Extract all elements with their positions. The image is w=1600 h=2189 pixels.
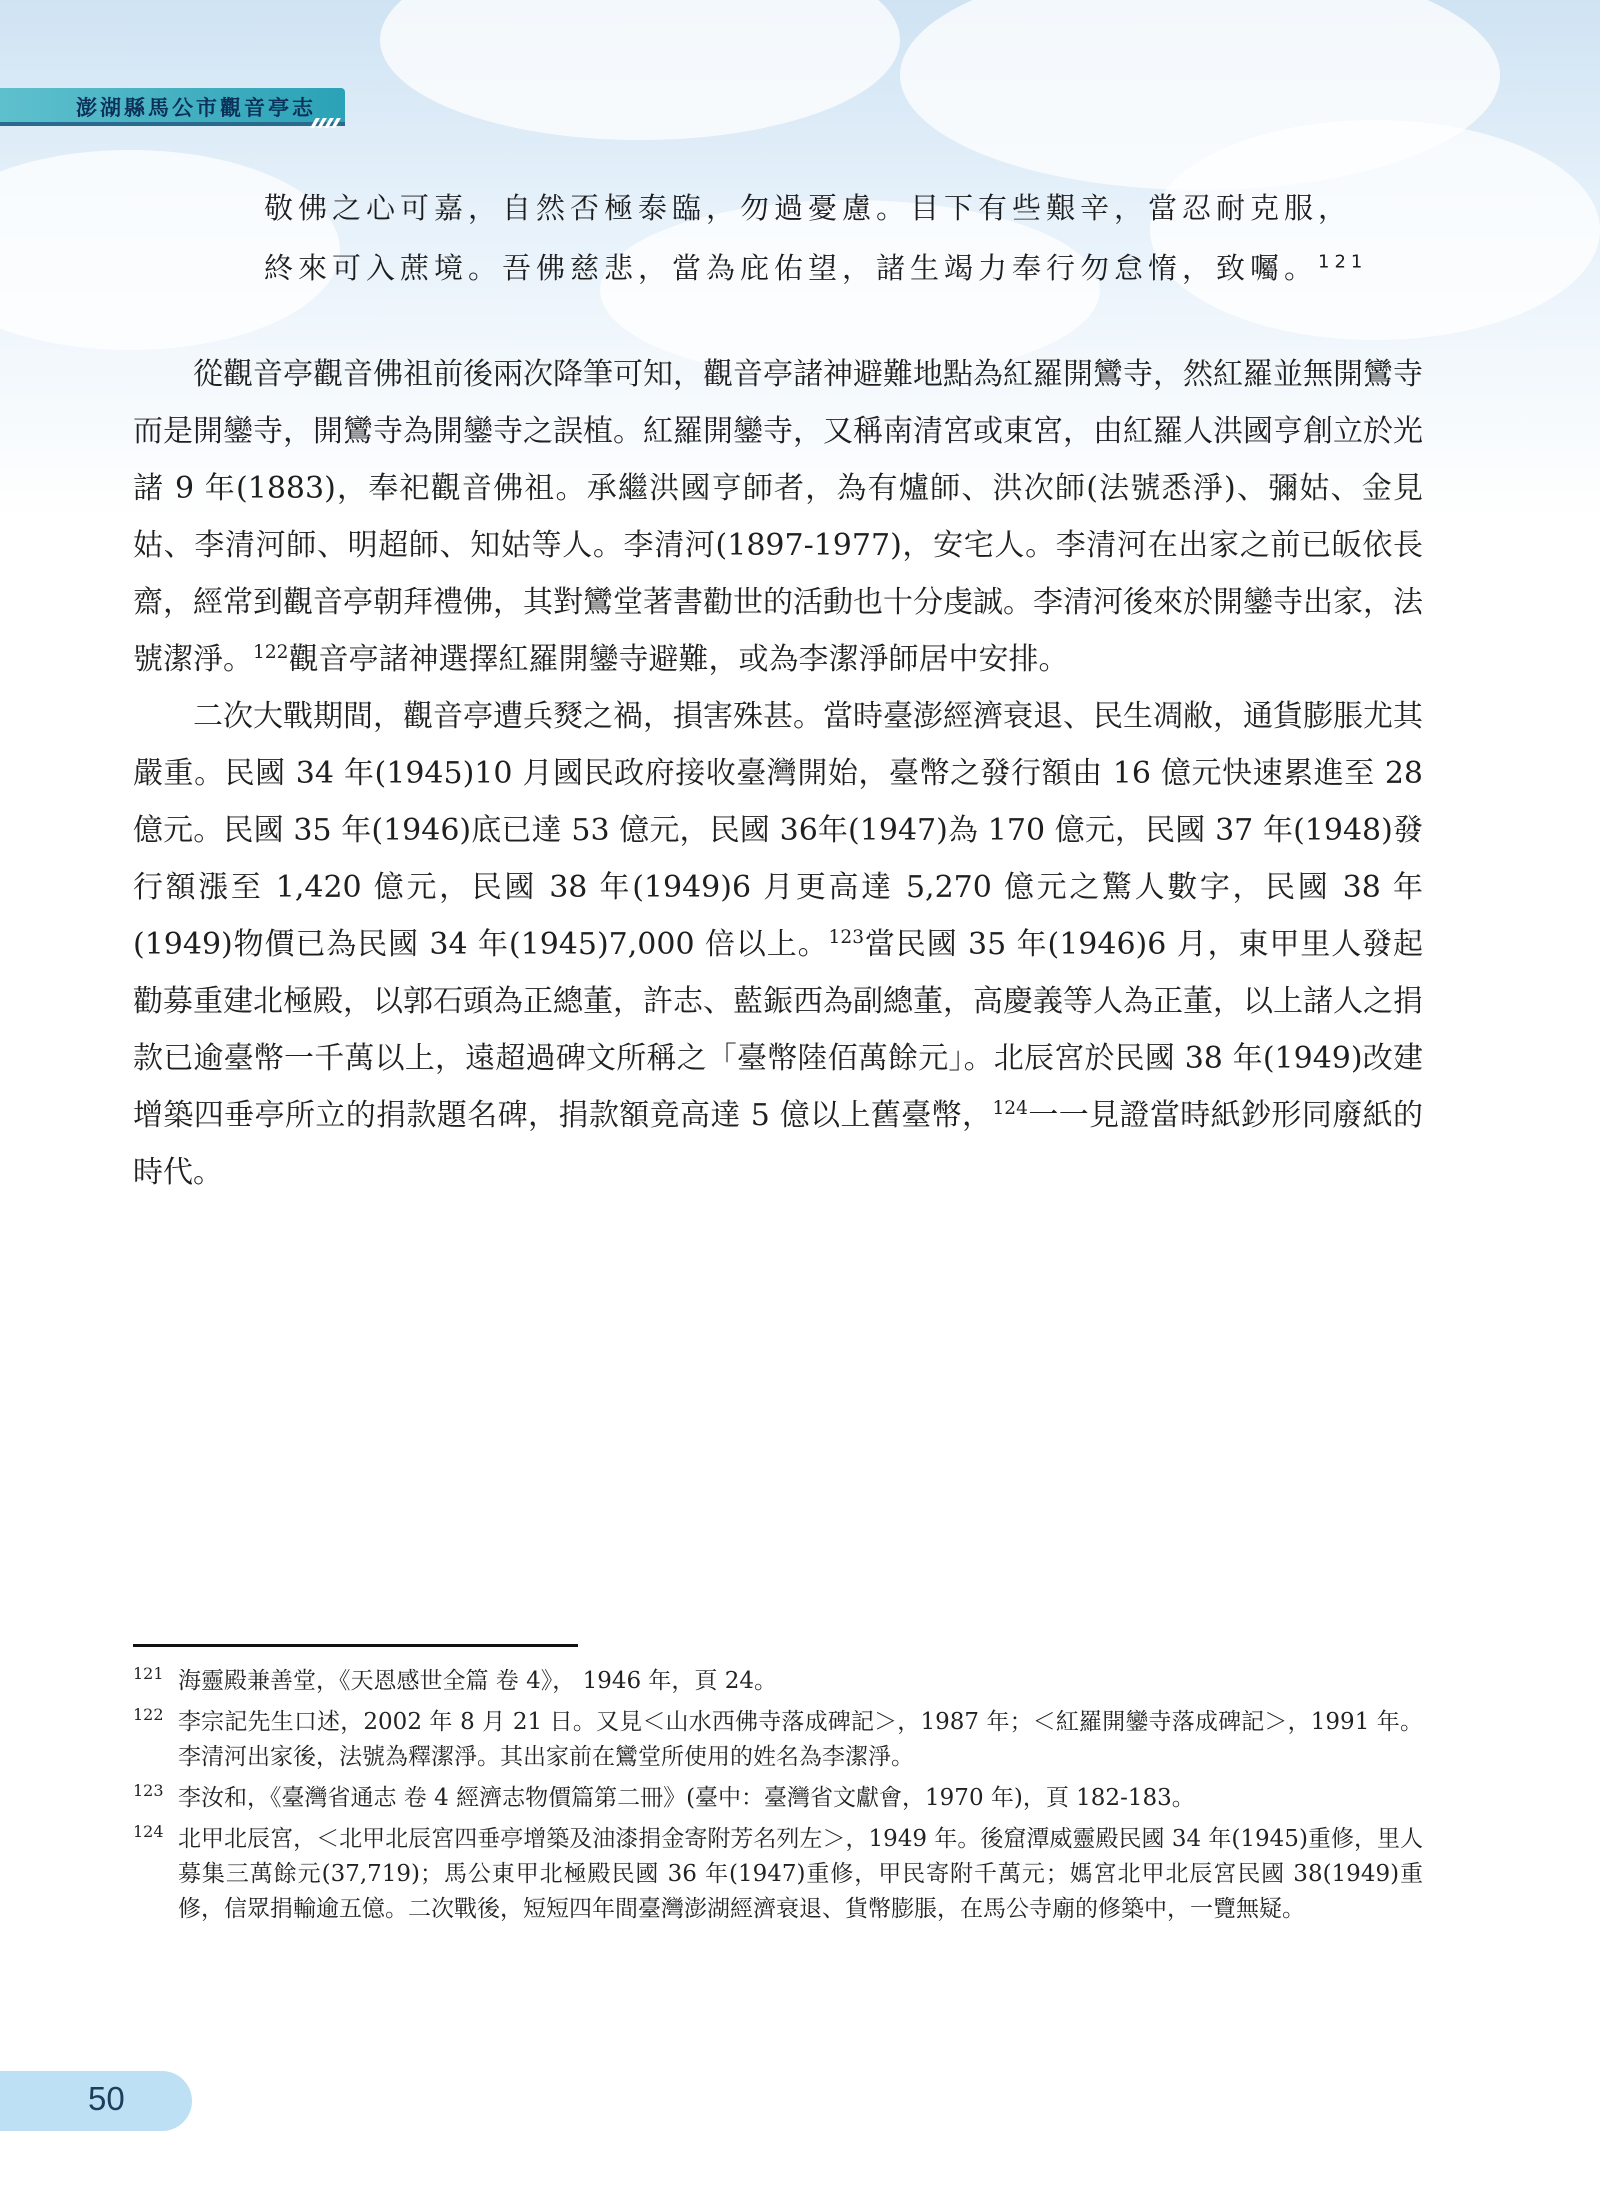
footnotes xyxy=(133,1664,1423,1933)
footnote-divider xyxy=(133,1644,578,1647)
footnote-text: 海靈殿兼善堂，《天恩感世全篇 卷 4》， 1946 年，頁 24。 xyxy=(178,1668,777,1694)
footnote-number: 122 xyxy=(133,1705,164,1724)
footnote xyxy=(133,1705,1423,1775)
footnote xyxy=(133,1664,1423,1699)
footnote-text: 李汝和，《臺灣省通志 卷 4 經濟志物價篇第二冊》(臺中：臺灣省文獻會，1970 年)，頁 182-183。 xyxy=(178,1785,1195,1811)
footnote-text: 北甲北辰宮，＜北甲北辰宮四垂亭增築及油漆捐金寄附芳名列左＞，1949 年。後窟潭威靈殿民國 34 年(1945)重修，里人募集三萬餘元(37,719)；馬公東甲北極殿民國 36 年(1947)重修，甲民寄附千萬元；媽宮北甲北辰宮民國 38(1949)重修，信眾捐輸逾五億。二次戰後，短短四年間臺灣澎湖經濟衰退、貨幣膨脹，在馬公寺廟的修築中，一覽無疑。 xyxy=(178,1826,1423,1922)
paragraph-text: 當民國 35 年(1946)6 月，東甲里人發起勸募重建北極殿，以郭石頭為正總董，許志、藍鋠西為副總董，高慶義等人為正董，以上諸人之捐款已逾臺幣一千萬以上，遠超過碑文所稱之「臺幣陸佰萬餘元」。北辰宮於民國 38 年(1949)改建增築四垂亭所立的捐款題名碑，捐款額竟高達 5 億以上舊臺幣， xyxy=(133,927,1423,1133)
footnote-number: 124 xyxy=(133,1822,164,1841)
footnote-number: 121 xyxy=(133,1664,164,1683)
quote-line: 敬佛之心可嘉，自然否極泰臨，勿過憂慮。目下有些艱辛，當忍耐克服， xyxy=(264,191,1353,225)
footnote-text: 李宗記先生口述，2002 年 8 月 21 日。又見＜山水西佛寺落成碑記＞，1987 年；＜紅羅開鑾寺落成碑記＞，1991 年。李清河出家後，法號為釋潔淨。其出家前在鸞堂所使用的姓名為李潔淨。 xyxy=(178,1709,1423,1770)
paragraph-text: 二次大戰期間，觀音亭遭兵燹之禍，損害殊甚。當時臺澎經濟衰退、民生凋敝，通貨膨脹尤其嚴重。民國 34 年(1945)10 月國民政府接收臺灣開始，臺幣之發行額由 16 億元快速累進至 28 億元。民國 35 年(1946)底已達 53 億元，民國 36年(1947)為 170 億元，民國 37 年(1948)發行額漲至 1,420 億元，民國 38 年(1949)6 月更高達 5,270 億元之驚人數字，民國 38 年(1949)物價已為民國 34 年(1945)7,000 倍以上。 xyxy=(133,699,1423,962)
header-title: 澎湖縣馬公市觀音亭志 xyxy=(76,96,316,120)
paragraph xyxy=(133,688,1423,1201)
cloud xyxy=(380,0,900,140)
quote-block xyxy=(264,178,1434,298)
footnote-ref: 121 xyxy=(1318,251,1368,273)
page-number: 50 xyxy=(88,2080,125,2117)
footnote xyxy=(133,1781,1423,1816)
footnote xyxy=(133,1822,1423,1927)
quote-line xyxy=(264,238,1434,298)
header-stripes-decoration xyxy=(313,113,347,123)
footnote-ref: 123 xyxy=(828,927,865,948)
footnote-number: 123 xyxy=(133,1781,164,1800)
footnote-ref: 122 xyxy=(253,642,289,663)
main-text xyxy=(133,346,1423,1201)
paragraph-text: 觀音亭諸神選擇紅羅開鑾寺避難，或為李潔淨師居中安排。 xyxy=(288,642,1069,677)
paragraph-text: 從觀音亭觀音佛祖前後兩次降筆可知，觀音亭諸神避難地點為紅羅開鸞寺，然紅羅並無開鸞寺而是開鑾寺，開鸞寺為開鑾寺之誤植。紅羅開鑾寺，又稱南清宮或東宮，由紅羅人洪國亨創立於光諸 9 年(1883)，奉祀觀音佛祖。承繼洪國亨師者，為有爐師、洪次師(法號悉淨)、彌姑、金見姑、李清河師、明超師、知姑等人。李清河(1897-1977)，安宅人。李清河在出家之前已皈依長齋，經常到觀音亭朝拜禮佛，其對鸞堂著書勸世的活動也十分虔誠。李清河後來於開鑾寺出家，法號潔淨。 xyxy=(133,357,1423,677)
paragraph xyxy=(133,346,1423,688)
paragraph-text: 一一見證當時紙鈔形同廢紙的時代。 xyxy=(133,1098,1423,1190)
header-underline xyxy=(0,122,345,126)
footnote-ref: 124 xyxy=(992,1098,1028,1119)
quote-line-text: 終來可入蔗境。吾佛慈悲，當為庇佑望，諸生竭力奉行勿怠惰，致囑。 xyxy=(264,251,1319,285)
